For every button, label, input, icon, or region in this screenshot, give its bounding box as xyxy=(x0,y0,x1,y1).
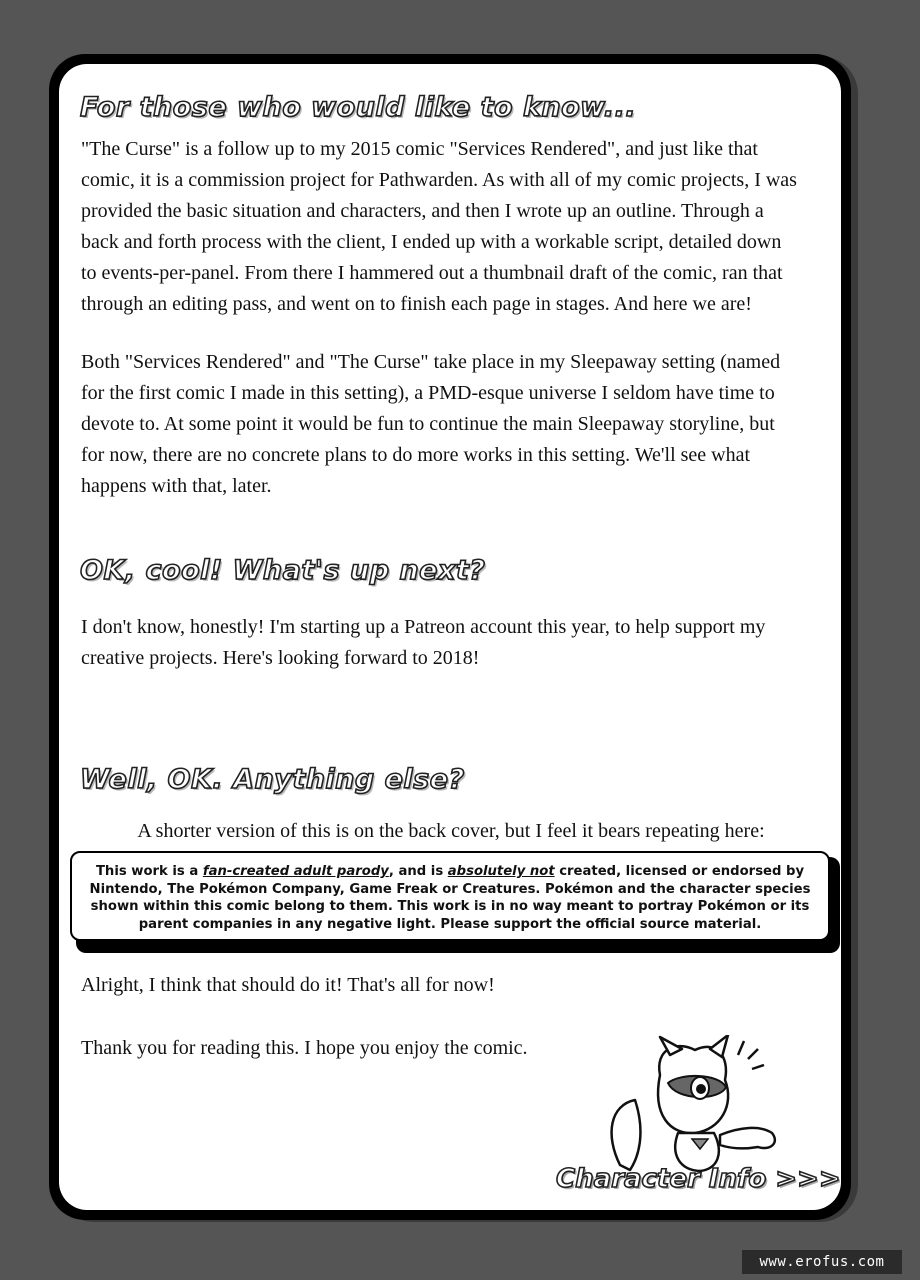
disclaimer-box xyxy=(70,851,830,941)
heading-whats-next: OK, cool! What's up next? xyxy=(80,555,486,586)
disclaimer-intro: A shorter version of this is on the back cover, but I feel it bears repeating here: xyxy=(137,820,765,842)
disclaimer-emphasis-parody: fan-created adult parody xyxy=(202,864,389,879)
disclaimer-text-2: , and is xyxy=(388,864,448,879)
disclaimer-text-1: This work is a xyxy=(95,864,203,879)
paragraph-alright: Alright, I think that should do it! That's all for now! xyxy=(81,974,495,996)
paragraph-intro: "The Curse" is a follow up to my 2015 comic "Services Rendered", and just like that comic, it is a commission project for Pathwarden. As with all of my comic projects, I was provided the basic situation and characters, and then I wrote up an outline. Through a back and forth process with the client, I ended up with a workable script, detailed down to events-per-panel. From there I hammered out a thumbnail draft of the comic, ran that through an editing pass, and went on to finish each page in stages. And here we are! xyxy=(81,138,797,315)
disclaimer-emphasis-not: absolutely not xyxy=(447,864,555,879)
paragraph-patreon: I don't know, honestly! I'm starting up a Patreon account this year, to help support my creative projects. Here's looking forward to 2018! xyxy=(81,616,766,669)
mascot-illustration xyxy=(600,1035,790,1175)
paragraph-setting: Both "Services Rendered" and "The Curse" take place in my Sleepaway setting (named for the first comic I made in this setting), a PMD-esque universe I seldom have time to devote to. At some point it would be fun to continue the main Sleepaway storyline, but for now, there are no concrete plans to do more works in this setting. We'll see what happens with that, later. xyxy=(81,351,781,497)
heading-for-those: For those who would like to know... xyxy=(80,92,637,123)
disclaimer-text-3: created, licensed or endorsed by Nintendo, The Pokémon Company, Game Freak or Creatures. Pokémon and the character species shown within this comic belong to them. This work is in no way meant to portray Pokémon or its parent companies in any negative light. Please support the official source material. xyxy=(89,864,811,932)
watermark: www.erofus.com xyxy=(742,1250,902,1274)
heading-anything-else: Well, OK. Anything else? xyxy=(80,764,465,795)
character-info-link[interactable]: Character Info >>> xyxy=(556,1164,841,1194)
paragraph-thank-you: Thank you for reading this. I hope you enjoy the comic. xyxy=(81,1037,528,1059)
